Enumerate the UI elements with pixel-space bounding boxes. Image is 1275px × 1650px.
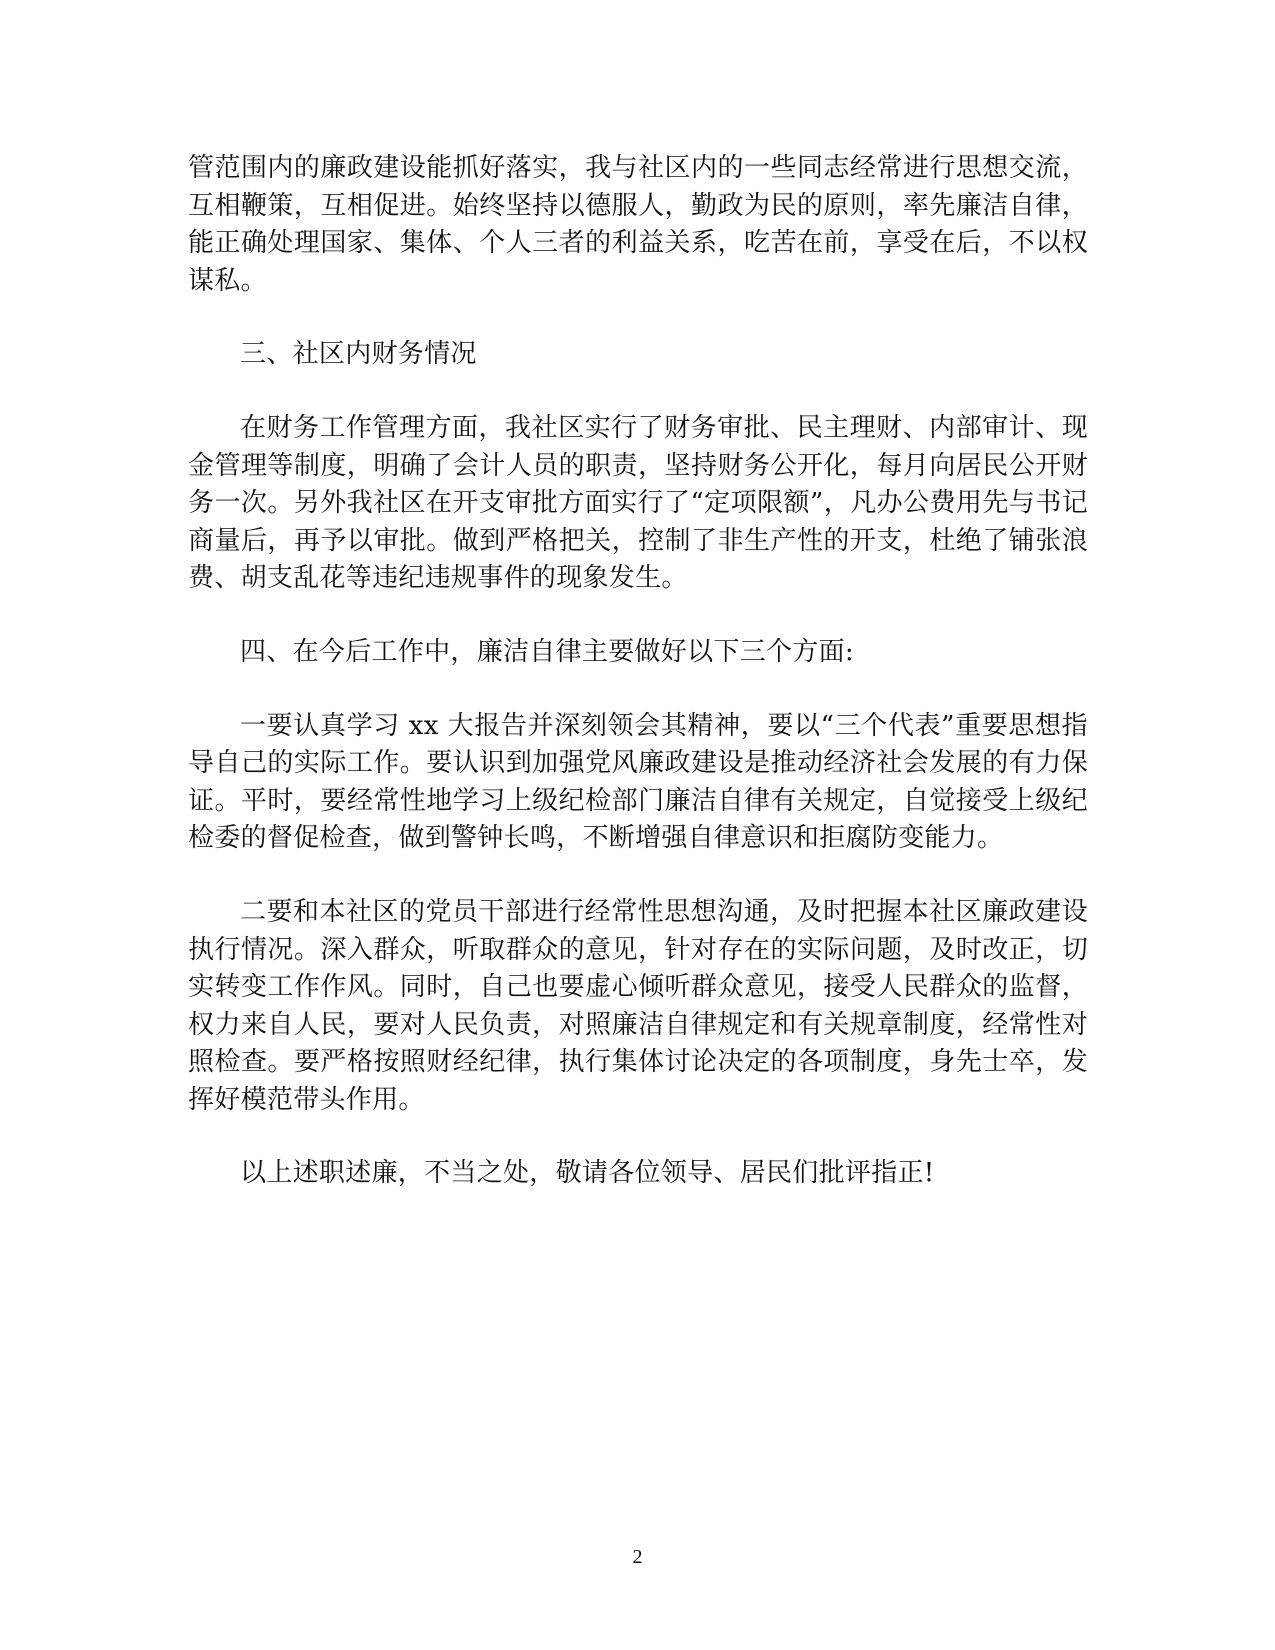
paragraph-continued: 管范围内的廉政建设能抓好落实，我与社区内的一些同志经常进行思想交流，互相鞭策，互相促进。始终坚持以德服人，勤政为民的原则，率先廉洁自律，能正确处理国家、集体、个人三者的利益关系，吃苦在前，享受在后，不以权谋私。 xyxy=(188,153,1088,296)
paragraph-finance-management: 在财务工作管理方面，我社区实行了财务审批、民主理财、内部审计、现金管理等制度，明确了会计人员的职责，坚持财务公开化，每月向居民公开财务一次。另外我社区在开支审批方面实行了“定项限额”，凡办公费用先与书记商量后，再予以审批。做到严格把关，控制了非生产性的开支，杜绝了铺张浪费、胡支乱花等违纪违规事件的现象发生。 xyxy=(188,412,1088,594)
document-body xyxy=(188,150,1088,1229)
paragraph-closing: 以上述职述廉，不当之处，敬请各位领导、居民们批评指正! xyxy=(240,1158,935,1189)
paragraph-point-one: 一要认真学习 xx 大报告并深刻领会其精神，要以“三个代表”重要思想指导自己的实际工作。要认识到加强党风廉政建设是推动经济社会发展的有力保证。平时，要经常性地学习上级纪检部门廉洁自律有关规定，自觉接受上级纪检委的督促检查，做到警钟长鸣，不断增强自律意识和拒腐防变能力。 xyxy=(188,710,1088,854)
paragraph-point-two: 二要和本社区的党员干部进行经常性思想沟通，及时把握本社区廉政建设执行情况。深入群众，听取群众的意见，针对存在的实际问题，及时改正，切实转变工作作风。同时，自己也要虚心倾听群众意见，接受人民群众的监督，权力来自人民，要对人民负责，对照廉洁自律规定和有关规章制度，经常性对照检查。要严格按照财经纪律，执行集体讨论决定的各项制度，身先士卒，发挥好模范带头作用。 xyxy=(188,896,1088,1115)
section-heading-finance: 三、社区内财务情况 xyxy=(240,339,477,370)
section-heading-future-work: 四、在今后工作中，廉洁自律主要做好以下三个方面: xyxy=(240,636,854,667)
page-number: 2 xyxy=(632,1546,643,1568)
